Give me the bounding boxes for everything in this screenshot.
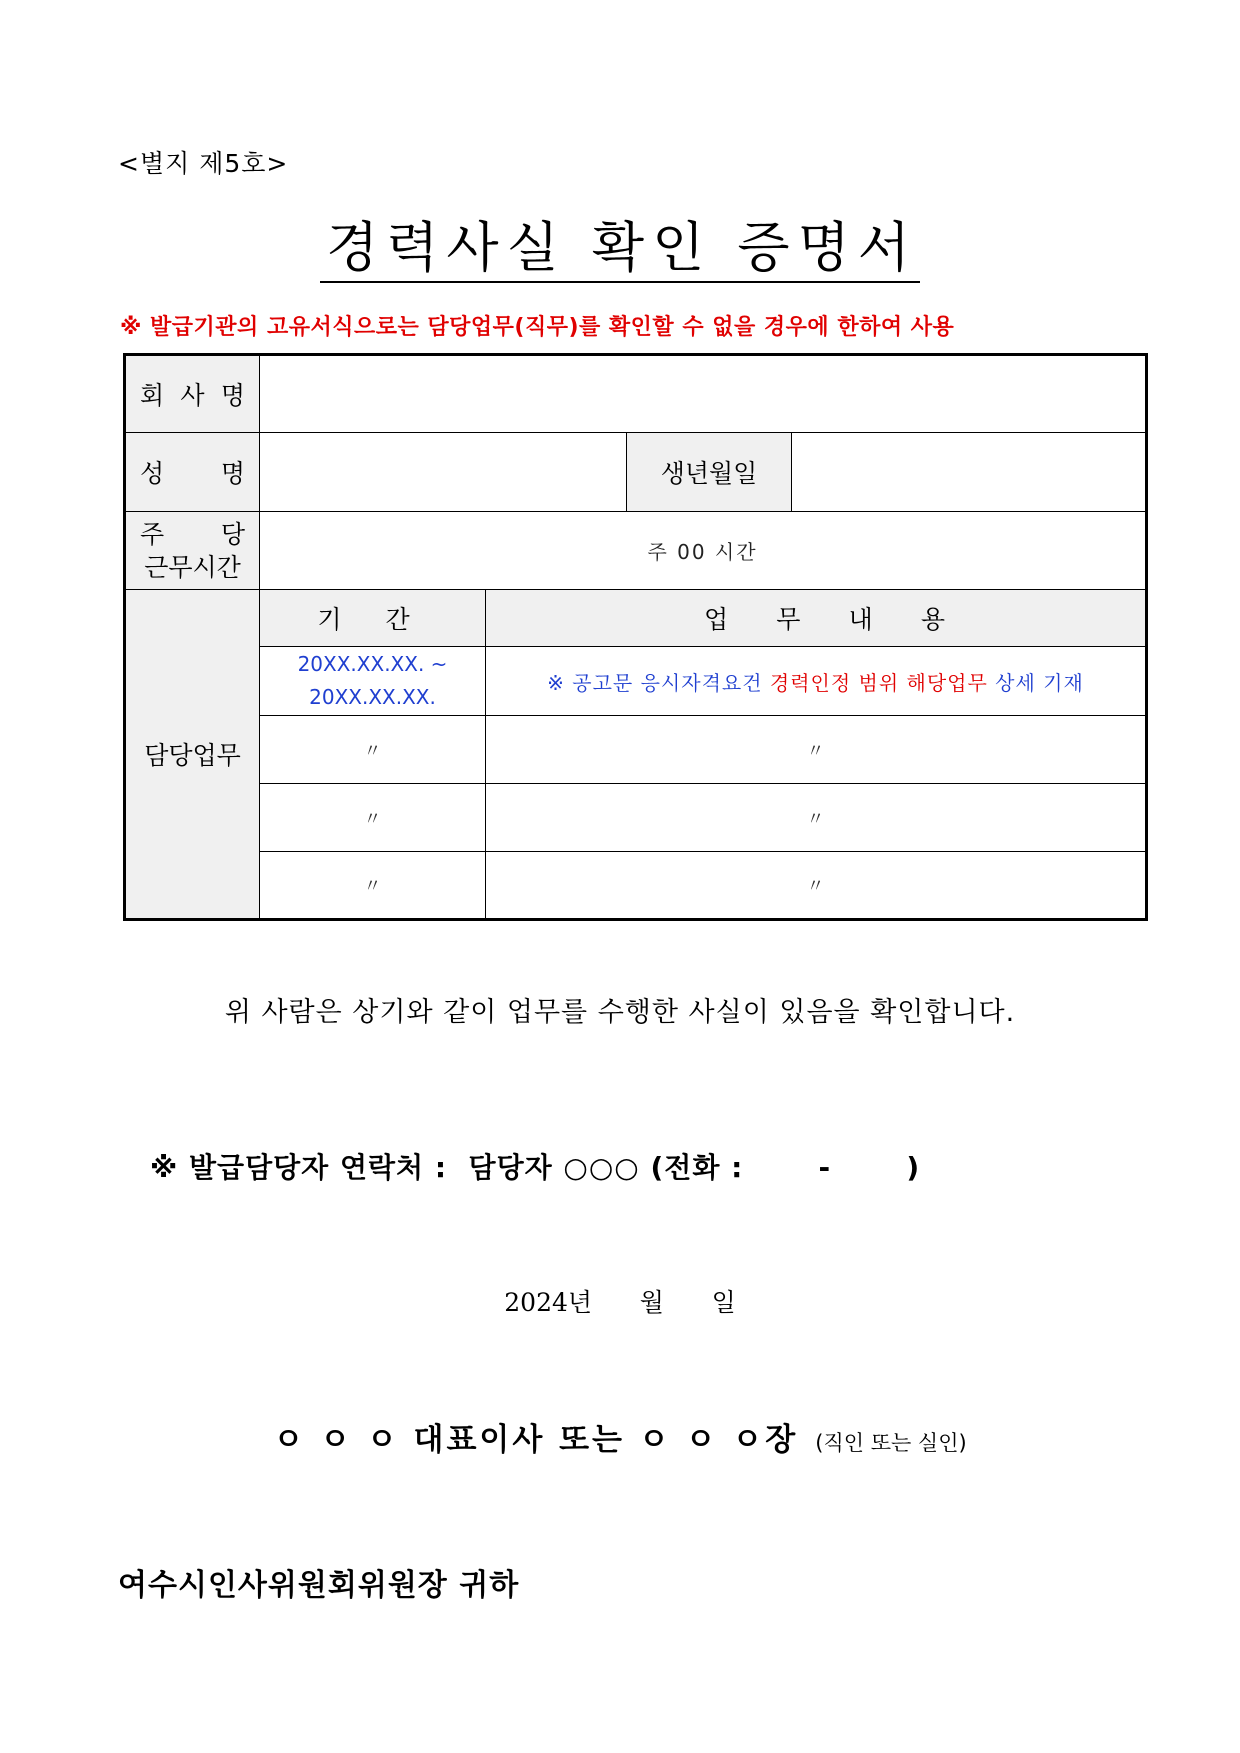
issuer-name: ㅇ ㅇ ㅇ 대표이사 또는 ㅇ ㅇ ㅇ장 (273, 1422, 799, 1458)
name-label-char: 성 (140, 459, 165, 488)
issuer-line (0, 1414, 1240, 1459)
duty-desc-cell[interactable]: 〃 (486, 852, 1147, 920)
duty-header-char: 내 (848, 605, 873, 634)
duty-desc-cell[interactable]: 〃 (486, 784, 1147, 852)
usage-notice: ※ 발급기관의 고유서식으로는 담당업무(직무)를 확인할 수 없을 경우에 한하여 사용 (120, 315, 955, 340)
issuer-contact: ※ 발급담당자 연락처 : 담당자 ○○○ (전화 : - ) (150, 1151, 921, 1184)
hours-value-cell[interactable]: 주 00 시간 (260, 512, 1147, 590)
duty-header-char: 업 (704, 605, 729, 634)
period-cell[interactable]: 〃 (260, 784, 486, 852)
duty-header-char: 용 (920, 605, 945, 634)
duty-desc-cell[interactable] (486, 647, 1147, 716)
document-title-wrap (0, 218, 1240, 283)
company-label-char: 회 (140, 381, 165, 410)
duty-desc-cell[interactable]: 〃 (486, 716, 1147, 784)
career-info-table (123, 353, 1148, 921)
period-start: 20XX.XX.XX. ~ (297, 652, 448, 676)
form-number: <별지 제5호> (118, 149, 289, 178)
duty-header-cell (486, 590, 1147, 647)
period-cell[interactable]: 〃 (260, 716, 486, 784)
company-label-char: 명 (220, 381, 245, 410)
desc-highlight: 경력인정 범위 해당업무 (769, 670, 988, 695)
hours-label-char: 주 (140, 519, 165, 549)
recipient: 여수시인사위원회위원장 귀하 (118, 1568, 520, 1603)
issue-date: 2024년 월 일 (504, 1288, 736, 1317)
hours-label-char: 당 (220, 519, 245, 549)
birth-label-cell: 생년월일 (627, 433, 792, 512)
seal-note: (직인 또는 실인) (815, 1431, 967, 1455)
confirmation-statement: 위 사람은 상기와 같이 업무를 수행한 사실이 있음을 확인합니다. (224, 997, 1016, 1028)
period-end: 20XX.XX.XX. (309, 685, 436, 709)
desc-suffix: 상세 기재 (987, 670, 1084, 695)
period-cell[interactable] (260, 647, 486, 716)
hours-label-cell (125, 512, 260, 590)
company-label-cell (125, 355, 260, 433)
period-cell[interactable]: 〃 (260, 852, 486, 920)
duty-header-char: 무 (776, 605, 801, 634)
document-title: 경력사실 확인 증명서 (320, 218, 920, 283)
desc-prefix: ※ 공고문 응시자격요건 (547, 670, 770, 695)
name-label-char: 명 (220, 459, 245, 488)
name-label-cell (125, 433, 260, 512)
hours-label-bottom: 근무시간 (144, 552, 241, 582)
duty-label-cell: 담당업무 (125, 590, 260, 920)
name-value-cell[interactable] (260, 433, 627, 512)
company-value-cell[interactable] (260, 355, 1147, 433)
company-label-char: 사 (180, 381, 205, 410)
period-header: 기 간 (260, 590, 486, 647)
birth-value-cell[interactable] (792, 433, 1147, 512)
